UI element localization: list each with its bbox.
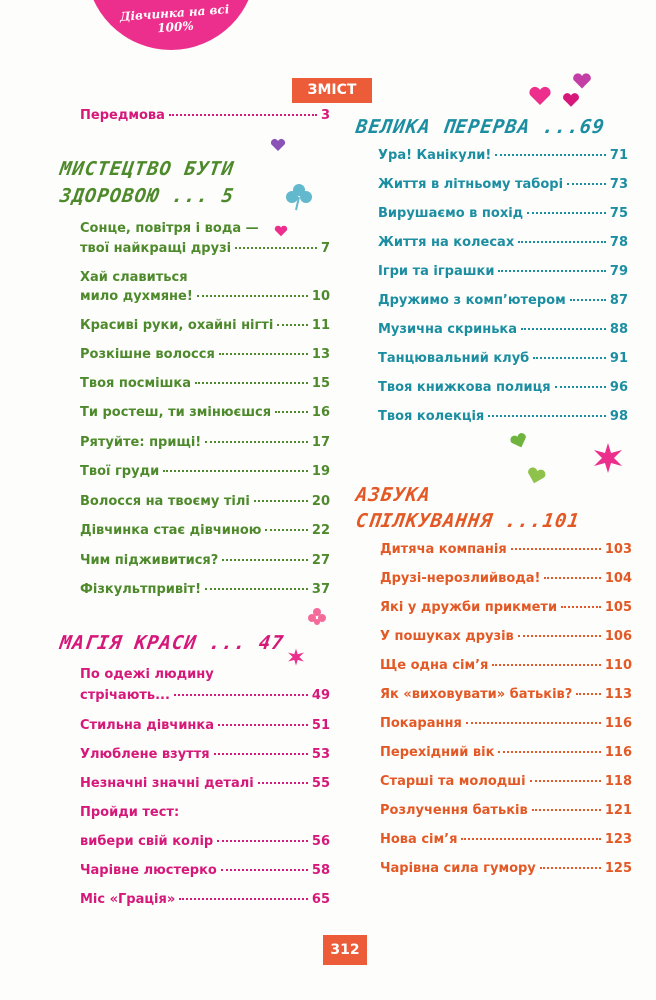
- section-title-communication-line1: АЗБУКА: [354, 484, 433, 506]
- toc-entry-page: 104: [604, 571, 632, 586]
- toc-entry-page: 49: [311, 688, 330, 703]
- toc-entry-title: Стильна дівчинка: [80, 718, 214, 733]
- toc-entry-title: Ти ростеш, ти змінюєшся: [80, 405, 272, 420]
- toc-entry-line1: По одежі людину: [80, 667, 214, 682]
- toc-entry-page: 88: [609, 322, 628, 337]
- toc-entry-title: Старші та молодші: [380, 774, 526, 789]
- toc-entry-title: Незначні значні деталі: [80, 776, 254, 791]
- toc-entry-title: Дружимо з комп’ютером: [378, 293, 566, 308]
- toc-entry[interactable]: [80, 464, 330, 480]
- toc-entry-page: 125: [604, 861, 632, 876]
- dot-leader: [530, 780, 601, 782]
- dot-leader: [205, 588, 308, 590]
- heart-icon: [528, 86, 552, 106]
- toc-entry-page: 73: [609, 177, 628, 192]
- toc-entry[interactable]: [380, 658, 632, 674]
- toc-entry-page: 98: [609, 409, 628, 424]
- toc-entry-page: 19: [311, 464, 330, 479]
- dot-leader: [527, 212, 606, 214]
- toc-entry[interactable]: [380, 745, 632, 761]
- dot-leader: [235, 247, 317, 249]
- toc-entry-page: 78: [609, 235, 628, 250]
- dot-leader: [222, 559, 308, 561]
- dot-leader: [179, 898, 308, 900]
- toc-entry-page: 65: [311, 892, 330, 907]
- toc-entry[interactable]: [80, 553, 330, 569]
- toc-entry[interactable]: [80, 241, 330, 257]
- toc-entry-page: 15: [311, 376, 330, 391]
- toc-entry-page: 103: [604, 542, 632, 557]
- toc-entry-page: 91: [609, 351, 628, 366]
- toc-entry[interactable]: [378, 235, 628, 251]
- toc-entry[interactable]: [380, 716, 632, 732]
- toc-entry-title: Які у дружби прикмети: [380, 600, 558, 615]
- toc-entry-title: Чарівне люстерко: [80, 863, 217, 878]
- toc-entry[interactable]: [80, 376, 330, 392]
- toc-entry-page: 118: [604, 774, 632, 789]
- dot-leader: [218, 724, 308, 726]
- toc-entry-page: 17: [311, 435, 330, 450]
- leaf-icon: [526, 466, 546, 486]
- section-title-communication-line2: СПІЛКУВАННЯ ...101: [354, 510, 582, 532]
- dot-leader: [214, 753, 308, 755]
- toc-entry[interactable]: [378, 148, 628, 164]
- toc-entry-page: 10: [311, 289, 330, 304]
- star-icon: [592, 442, 624, 474]
- toc-entry-page: 96: [609, 380, 628, 395]
- toc-entry-page: 121: [604, 803, 632, 818]
- toc-entry-title: вибери свій колір: [80, 834, 214, 849]
- dot-leader: [163, 470, 308, 472]
- toc-entry-page: 116: [604, 745, 632, 760]
- toc-entry-title: Фізкультпривіт!: [80, 582, 202, 597]
- toc-entry[interactable]: [80, 494, 330, 510]
- toc-entry-title: Вирушаємо в похід: [378, 206, 524, 221]
- dot-leader: [576, 693, 601, 695]
- dot-leader: [567, 183, 606, 185]
- toc-entry[interactable]: [80, 834, 330, 850]
- toc-entry-page: 79: [609, 264, 628, 279]
- toc-entry-page: 51: [311, 718, 330, 733]
- toc-entry[interactable]: [378, 177, 628, 193]
- toc-entry[interactable]: [80, 582, 330, 598]
- toc-entry[interactable]: [380, 687, 632, 703]
- toc-entry-title: Чим підживитися?: [80, 553, 219, 568]
- dot-leader: [219, 353, 308, 355]
- toc-entry[interactable]: [80, 347, 330, 363]
- toc-entry-page: 87: [609, 293, 628, 308]
- dot-leader: [498, 270, 605, 272]
- heart-icon: [572, 72, 592, 90]
- toc-entry[interactable]: [80, 289, 330, 305]
- toc-entry[interactable]: [80, 318, 330, 334]
- toc-entry-page: 11: [311, 318, 330, 333]
- toc-entry[interactable]: [378, 380, 628, 396]
- toc-entry-title: Міс «Грація»: [80, 892, 176, 907]
- toc-entry[interactable]: [378, 206, 628, 222]
- dot-leader: [277, 324, 308, 326]
- toc-entry[interactable]: [80, 776, 330, 792]
- dot-leader: [533, 357, 606, 359]
- toc-entry[interactable]: [378, 293, 628, 309]
- toc-entry-title: Танцювальний клуб: [378, 351, 530, 366]
- toc-entry-title: Ще одна сім’я: [380, 658, 489, 673]
- heart-icon: [562, 92, 580, 108]
- toc-entry-line1: Пройди тест:: [80, 805, 180, 820]
- contents-heading: ЗМІСТ: [292, 78, 372, 103]
- section-title-health-line1: МИСТЕЦТВО БУТИ: [58, 158, 236, 180]
- toc-entry-title: Твоя посмішка: [80, 376, 192, 391]
- toc-entry-line1: Хай славиться: [80, 270, 188, 285]
- dot-leader: [221, 869, 308, 871]
- section-title-break: ВЕЛИКА ПЕРЕРВА ...69: [354, 116, 607, 138]
- toc-entry[interactable]: [380, 629, 632, 645]
- toc-entry-page: 113: [604, 687, 632, 702]
- page-number: 312: [323, 935, 367, 965]
- toc-entry-title: Ура! Канікули!: [378, 148, 492, 163]
- dot-leader: [488, 415, 606, 417]
- toc-entry[interactable]: [378, 264, 628, 280]
- toc-entry-page: 20: [311, 494, 330, 509]
- toc-entry-title: Життя в літньому таборі: [378, 177, 564, 192]
- toc-entry-title: Як «виховувати» батьків?: [380, 687, 573, 702]
- toc-entry-page: 71: [609, 148, 628, 163]
- toc-entry-title: Твої груди: [80, 464, 160, 479]
- toc-entry[interactable]: [80, 523, 330, 539]
- toc-entry[interactable]: [80, 405, 330, 421]
- toc-entry-page: 13: [311, 347, 330, 362]
- toc-entry[interactable]: [380, 600, 632, 616]
- toc-entry-page: 53: [311, 747, 330, 762]
- toc-entry-page: 27: [311, 553, 330, 568]
- dot-leader: [461, 838, 600, 840]
- toc-entry-title: Ігри та іграшки: [378, 264, 495, 279]
- toc-entry-page: 123: [604, 832, 632, 847]
- toc-entry-page: 105: [604, 600, 632, 615]
- dot-leader: [518, 635, 601, 637]
- toc-entry-page: 116: [604, 716, 632, 731]
- toc-entry-title: Розлучення батьків: [380, 803, 528, 818]
- toc-entry[interactable]: [378, 409, 628, 425]
- toc-entry-title: Друзі-нерозлийвода!: [380, 571, 541, 586]
- toc-entry-page: 110: [604, 658, 632, 673]
- dot-leader: [555, 386, 606, 388]
- toc-entry-page: 16: [311, 405, 330, 420]
- toc-entry-title: твої найкращі друзі: [80, 241, 232, 256]
- toc-entry[interactable]: [80, 688, 330, 704]
- toc-entry-title: Дівчинка стає дівчиною: [80, 523, 262, 538]
- toc-entry-intro[interactable]: [80, 108, 330, 124]
- dot-leader: [217, 840, 308, 842]
- dot-leader: [169, 114, 317, 116]
- flower-icon: [308, 608, 326, 626]
- toc-entry-title: Чарівна сила гумору: [380, 861, 536, 876]
- dot-leader: [495, 154, 606, 156]
- toc-entry-title: Розкішне волосся: [80, 347, 215, 362]
- toc-entry-title: Улюблене взуття: [80, 747, 210, 762]
- toc-entry-page: 37: [311, 582, 330, 597]
- dot-leader: [511, 548, 601, 550]
- dot-leader: [258, 782, 308, 784]
- dot-leader: [498, 751, 600, 753]
- dot-leader: [205, 441, 308, 443]
- toc-entry[interactable]: [380, 571, 632, 587]
- dot-leader: [195, 382, 308, 384]
- dot-leader: [521, 328, 606, 330]
- dot-leader: [275, 411, 308, 413]
- toc-entry-title: Волосся на твоєму тілі: [80, 494, 250, 509]
- heart-icon: [270, 138, 286, 152]
- toc-entry-title: Дитяча компанія: [380, 542, 507, 557]
- toc-entry[interactable]: [380, 803, 632, 819]
- toc-entry-title: Життя на колесах: [378, 235, 515, 250]
- toc-entry-page: 106: [604, 629, 632, 644]
- toc-entry-title: стрічають...: [80, 688, 170, 703]
- toc-entry-title: У пошуках друзів: [380, 629, 514, 644]
- toc-entry-title: Музична скринька: [378, 322, 518, 337]
- toc-entry-page: 3: [320, 108, 330, 123]
- dot-leader: [544, 577, 600, 579]
- dot-leader: [518, 241, 606, 243]
- dot-leader: [265, 529, 307, 531]
- toc-entry-page: 58: [311, 863, 330, 878]
- toc-entry-title: мило духмяне!: [80, 289, 193, 304]
- toc-entry-page: 7: [320, 241, 330, 256]
- heart-icon: [274, 225, 288, 237]
- toc-entry-title: Красиві руки, охайні нігті: [80, 318, 274, 333]
- section-title-health-line2: ЗДОРОВОЮ ... 5: [58, 185, 236, 207]
- toc-entry-line1: Сонце, повітря і вода —: [80, 221, 259, 236]
- badge-text: Дівчинка на всі 100%: [119, 2, 230, 36]
- dot-leader: [532, 809, 601, 811]
- toc-entry[interactable]: [380, 542, 632, 558]
- star-icon: [287, 648, 305, 666]
- toc-entry[interactable]: [80, 747, 330, 763]
- toc-entry[interactable]: [380, 774, 632, 790]
- toc-entry[interactable]: [80, 435, 330, 451]
- toc-entry-page: 75: [609, 206, 628, 221]
- toc-entry-page: 22: [311, 523, 330, 538]
- toc-entry[interactable]: [378, 322, 628, 338]
- toc-entry[interactable]: [80, 892, 330, 908]
- toc-entry[interactable]: [80, 863, 330, 879]
- toc-entry-title: Рятуйте: прищі!: [80, 435, 202, 450]
- toc-entry-title: Твоя колекція: [378, 409, 485, 424]
- toc-entry-title: Твоя книжкова полиця: [378, 380, 551, 395]
- toc-entry-page: 56: [311, 834, 330, 849]
- dot-leader: [570, 299, 606, 301]
- dot-leader: [466, 722, 601, 724]
- dot-leader: [197, 295, 308, 297]
- dot-leader: [540, 867, 601, 869]
- toc-entry-title: Покарання: [380, 716, 462, 731]
- toc-entry-page: 55: [311, 776, 330, 791]
- toc-entry[interactable]: [380, 861, 632, 877]
- dot-leader: [174, 694, 308, 696]
- dot-leader: [254, 500, 308, 502]
- leaf-icon: [510, 432, 528, 450]
- clover-icon: [284, 182, 314, 212]
- toc-entry[interactable]: [380, 832, 632, 848]
- toc-entry[interactable]: [80, 718, 330, 734]
- dot-leader: [492, 664, 600, 666]
- toc-entry[interactable]: [378, 351, 628, 367]
- section-title-beauty: МАГІЯ КРАСИ ... 47: [58, 632, 286, 654]
- toc-entry-title: Передмова: [80, 108, 165, 123]
- toc-entry-title: Перехідний вік: [380, 745, 495, 760]
- dot-leader: [561, 606, 601, 608]
- toc-entry-title: Нова сім’я: [380, 832, 458, 847]
